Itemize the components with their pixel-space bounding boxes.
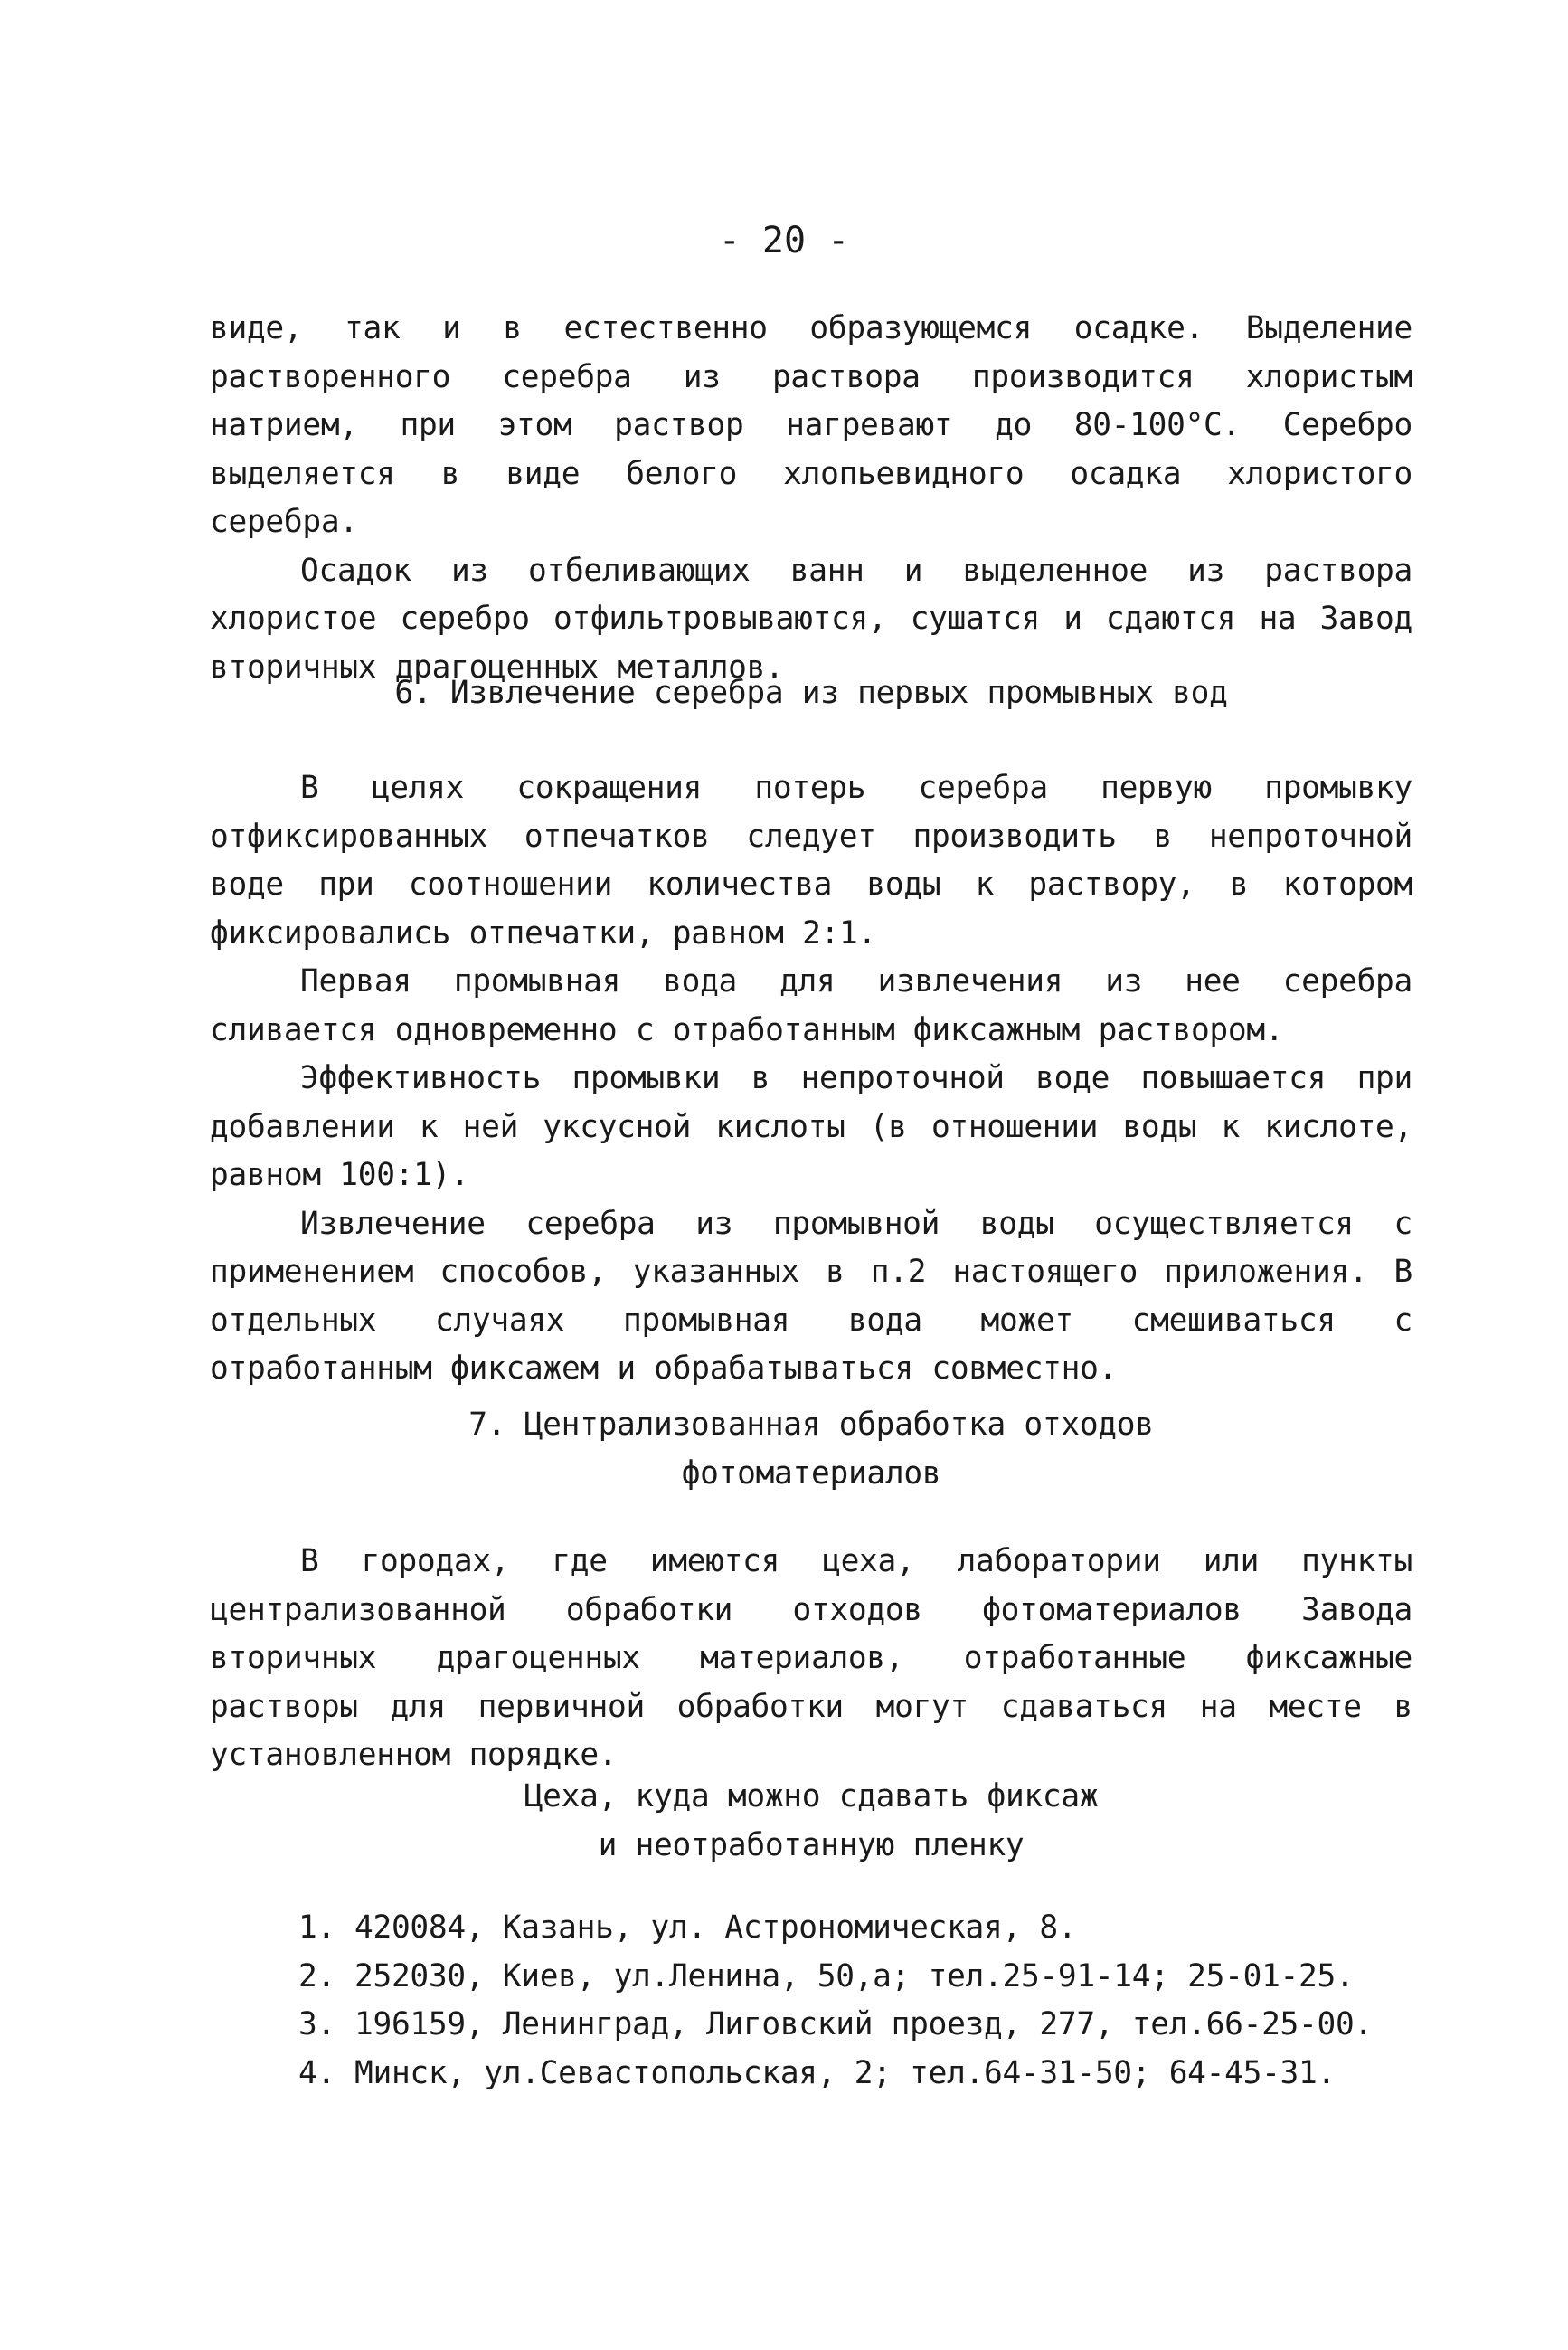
paragraph: Первая промывная вода для извлечения из нее серебра сливается одновременно с отработанным фиксажным раствором.	[210, 963, 1412, 1048]
workshops-heading-line-1: Цеха, куда можно сдавать фиксаж	[524, 1778, 1099, 1815]
list-item	[298, 2001, 1429, 2050]
list-item-text: 252030, Киев, ул.Ленина, 50,а; тел.25-91-14; 25-01-25.	[354, 1957, 1355, 1995]
list-item-number: 4.	[298, 2054, 335, 2091]
section-heading-7	[210, 1401, 1412, 1498]
list-item	[298, 1904, 1429, 1953]
workshops-heading-line-2: и неотработанную пленку	[598, 1826, 1025, 1863]
section-heading-line-1: 7. Централизованная обработка отходов	[468, 1407, 1154, 1443]
paragraph: Извлечение серебра из промывной воды осуществляется с применением способов, указанных в п.2 настоящего приложения. В отдельных случаях промывная вода может смешиваться с отработанным фиксажем и обрабатываться совместно.	[210, 1205, 1412, 1387]
section-heading-text: 6. Извлечение серебра из первых промывных вод	[394, 675, 1228, 711]
list-item-number: 3.	[298, 2006, 335, 2042]
list-item-text: 420084, Казань, ул. Астрономическая, 8.	[354, 1909, 1077, 1946]
workshops-heading	[210, 1773, 1412, 1870]
paragraph: Эффективность промывки в непроточной воде повышается при добавлении к ней уксусной кислоты (в отношении воды к кислоте, равном 100:1).	[210, 1060, 1412, 1193]
paragraph: виде, так и в естественно образующемся осадке. Выделение растворенного серебра из раствора производится хлористым натрием, при этом раствор нагревают до 80-100°С. Серебро выделяется в виде белого хлопьевидного осадка хлористого серебра.	[210, 310, 1412, 540]
section-heading-line-2: фотоматериалов	[681, 1455, 941, 1492]
continued-text-block	[210, 305, 1412, 692]
paragraph: В городах, где имеются цеха, лаборатории или пункты централизованной обработки отходов фотоматериалов Завода вторичных драгоценных материалов, отработанные фиксажные растворы для первичной обработки могут сдаваться на месте в установленном порядке.	[210, 1543, 1412, 1773]
section-6-body	[210, 764, 1412, 1394]
list-item-number: 1.	[298, 1909, 335, 1946]
list-item	[298, 2050, 1429, 2099]
workshops-list	[298, 1904, 1429, 2098]
list-item-number: 2.	[298, 1957, 335, 1995]
list-item-text: 196159, Ленинград, Лиговский проезд, 277, тел.66-25-00.	[354, 2006, 1373, 2042]
page-number: - 20 -	[718, 220, 850, 261]
section-7-body	[210, 1538, 1412, 1780]
list-item-text: Минск, ул.Севастопольская, 2; тел.64-31-50; 64-45-31.	[354, 2054, 1336, 2091]
list-item	[298, 1953, 1429, 2002]
paragraph: Осадок из отбеливающих ванн и выделенное из раствора хлористое серебро отфильтровываются, сушатся и сдаются на Завод вторичных драгоценных металлов.	[210, 552, 1412, 686]
paragraph: В целях сокращения потерь серебра первую промывку отфиксированных отпечатков следует производить в непроточной воде при соотношении количества воды к раствору, в котором фиксировались отпечатки, равном 2:1.	[210, 770, 1412, 952]
section-heading-6	[210, 669, 1412, 718]
